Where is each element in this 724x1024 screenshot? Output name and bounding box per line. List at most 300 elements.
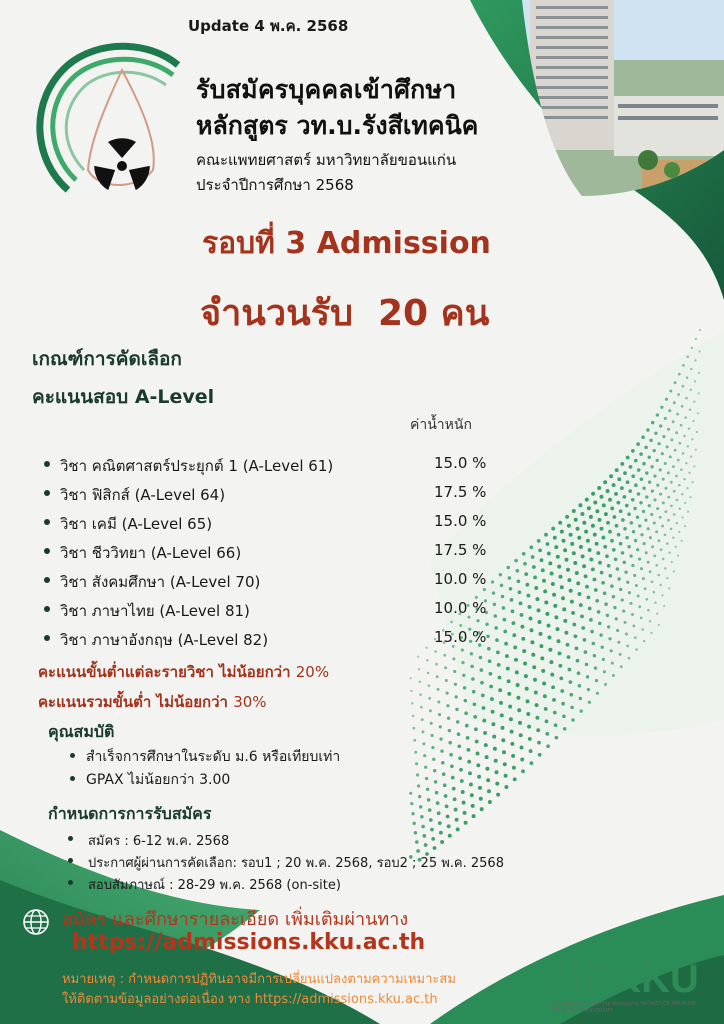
wave-dot bbox=[476, 763, 480, 767]
wave-dot bbox=[556, 555, 560, 559]
wave-dot bbox=[689, 496, 691, 498]
wave-dot bbox=[629, 554, 632, 557]
wave-dot bbox=[472, 814, 476, 818]
wave-dot bbox=[689, 408, 691, 410]
wave-dot bbox=[648, 504, 651, 507]
wave-dot bbox=[448, 741, 452, 745]
wave-dot bbox=[479, 668, 483, 672]
wave-dot bbox=[611, 662, 614, 665]
wave-dot bbox=[606, 614, 609, 617]
wave-dot bbox=[493, 747, 497, 751]
wave-dot bbox=[481, 694, 485, 698]
min-subject-value: 20% bbox=[295, 663, 330, 681]
wave-dot bbox=[490, 697, 494, 701]
wave-dot bbox=[629, 602, 632, 605]
wave-dot bbox=[410, 802, 413, 805]
wave-dot bbox=[417, 784, 420, 787]
subject-name: วิชา ภาษาอังกฤษ (A-Level 82) bbox=[60, 631, 269, 649]
wave-dot bbox=[651, 545, 654, 548]
subject-weight: 10.0 % bbox=[434, 570, 487, 588]
wave-dot bbox=[658, 624, 660, 626]
wave-dot bbox=[692, 420, 694, 422]
wave-dot bbox=[598, 561, 602, 565]
wave-dot bbox=[649, 536, 652, 539]
wave-dot bbox=[433, 769, 436, 772]
wave-dot bbox=[675, 431, 678, 434]
wave-dot bbox=[691, 438, 693, 440]
wave-dot bbox=[664, 533, 667, 536]
qualifications-list bbox=[68, 746, 340, 792]
wave-dot bbox=[546, 744, 550, 748]
wave-dot bbox=[439, 725, 442, 728]
wave-dot bbox=[511, 754, 515, 758]
bullet-icon bbox=[44, 461, 50, 467]
wave-dot bbox=[429, 818, 433, 822]
wave-dot bbox=[606, 521, 610, 525]
wave-dot bbox=[631, 449, 635, 453]
wave-dot bbox=[574, 518, 578, 522]
wave-dot bbox=[522, 649, 526, 653]
subject-list bbox=[40, 454, 520, 657]
wave-dot bbox=[458, 756, 462, 760]
wave-dot bbox=[655, 564, 658, 567]
wave-dot bbox=[673, 570, 675, 572]
wave-dot bbox=[491, 710, 495, 714]
wave-dot bbox=[524, 572, 528, 576]
wave-dot bbox=[438, 821, 442, 825]
bullet-icon bbox=[44, 548, 50, 554]
wave-dot bbox=[487, 789, 491, 793]
wave-dot bbox=[462, 674, 465, 677]
wave-dot bbox=[595, 599, 599, 603]
wave-dot bbox=[602, 658, 605, 661]
wave-dot bbox=[673, 401, 676, 404]
wave-dot bbox=[604, 512, 608, 516]
wave-dot bbox=[501, 726, 505, 730]
wave-dot bbox=[485, 767, 489, 771]
subject-item bbox=[40, 483, 520, 512]
wave-dot bbox=[642, 577, 645, 580]
wave-dot bbox=[640, 533, 643, 536]
wave-dot bbox=[588, 607, 592, 611]
wave-dot bbox=[413, 727, 416, 730]
wave-dot bbox=[670, 481, 673, 484]
wave-dot bbox=[631, 564, 634, 567]
wave-dot bbox=[522, 552, 526, 556]
wave-dot bbox=[537, 539, 541, 543]
wave-dot bbox=[420, 815, 424, 819]
wave-dot bbox=[561, 596, 565, 600]
wave-dot bbox=[681, 405, 684, 408]
wave-dot bbox=[696, 431, 698, 433]
wave-dot bbox=[466, 736, 470, 740]
wave-dot bbox=[631, 613, 634, 616]
wave-dot bbox=[455, 708, 458, 711]
wave-dot bbox=[637, 595, 640, 598]
wave-dot bbox=[439, 737, 442, 740]
wave-dot bbox=[565, 515, 569, 519]
wave-dot bbox=[413, 739, 416, 742]
wave-dot bbox=[603, 670, 606, 673]
wave-dot bbox=[510, 730, 514, 734]
wave-dot bbox=[420, 706, 423, 709]
wave-dot bbox=[571, 718, 574, 721]
wave-dot bbox=[457, 732, 461, 736]
wave-dot bbox=[544, 601, 548, 605]
wave-dot bbox=[643, 640, 645, 642]
wave-dot bbox=[681, 493, 683, 495]
wave-dot bbox=[581, 626, 585, 630]
wave-dot bbox=[592, 642, 596, 646]
wave-dot bbox=[657, 574, 660, 577]
wave-dot bbox=[497, 663, 501, 667]
wave-dot bbox=[678, 484, 681, 487]
wave-dot bbox=[620, 665, 623, 668]
wave-dot bbox=[436, 675, 439, 678]
wave-dot bbox=[422, 742, 425, 745]
wave-dot bbox=[482, 719, 486, 723]
wave-dot bbox=[579, 697, 582, 700]
wave-dot bbox=[644, 446, 648, 450]
wave-dot bbox=[586, 595, 590, 599]
wave-dot bbox=[620, 462, 624, 466]
wave-dot bbox=[473, 715, 477, 719]
wave-dot bbox=[635, 648, 638, 651]
wave-dot bbox=[570, 600, 574, 604]
wave-dot bbox=[437, 811, 441, 815]
wave-dot bbox=[525, 583, 529, 587]
wave-dot bbox=[508, 705, 512, 709]
wave-dot bbox=[455, 818, 459, 822]
subject-item bbox=[40, 628, 520, 657]
wave-dot bbox=[639, 452, 643, 456]
wave-dot bbox=[489, 685, 493, 689]
wave-dot bbox=[587, 688, 590, 691]
subject-name: วิชา ชีววิทยา (A-Level 66) bbox=[60, 544, 242, 562]
wave-dot bbox=[645, 495, 648, 498]
wave-dot bbox=[668, 551, 670, 553]
wave-dot bbox=[534, 586, 538, 590]
quota: จำนวนรับ 20 คน bbox=[200, 293, 490, 334]
wave-dot bbox=[615, 617, 618, 620]
subject-weight: 15.0 % bbox=[434, 512, 487, 530]
wave-dot bbox=[684, 416, 687, 419]
wave-dot bbox=[427, 672, 430, 675]
qualification-text: GPAX ไม่น้อยกว่า 3.00 bbox=[86, 772, 231, 788]
wave-dot bbox=[680, 468, 683, 471]
wave-dot bbox=[651, 421, 654, 424]
wave-dot bbox=[543, 589, 547, 593]
wave-dot bbox=[544, 707, 548, 711]
wave-dot bbox=[687, 511, 689, 513]
wave-dot bbox=[515, 670, 519, 674]
wave-dot bbox=[446, 692, 449, 695]
wave-dot bbox=[520, 625, 524, 629]
wave-dot bbox=[496, 793, 500, 797]
wave-dot bbox=[649, 439, 652, 442]
wave-dot bbox=[647, 609, 650, 612]
wave-dot bbox=[536, 728, 540, 732]
wave-dot bbox=[622, 610, 625, 613]
wave-dot bbox=[579, 545, 583, 549]
wave-dot bbox=[443, 783, 447, 787]
wave-dot bbox=[564, 631, 568, 635]
wave-dot bbox=[527, 725, 531, 729]
schedule-item bbox=[66, 852, 504, 874]
admissions-link[interactable]: https://admissions.kku.ac.th bbox=[72, 930, 426, 955]
wave-dot bbox=[698, 372, 700, 374]
wave-dot bbox=[612, 548, 616, 552]
wave-dot bbox=[610, 506, 614, 510]
wave-dot bbox=[566, 568, 570, 572]
subject-item bbox=[40, 599, 520, 628]
wave-dot bbox=[610, 649, 613, 652]
wave-dot bbox=[608, 637, 611, 640]
update-date: Update 4 พ.ค. 2568 bbox=[188, 17, 349, 35]
wave-dot bbox=[668, 409, 671, 412]
wave-dot bbox=[469, 783, 473, 787]
wave-dot bbox=[605, 554, 609, 558]
wave-dot bbox=[436, 801, 440, 805]
wave-dot bbox=[693, 465, 695, 467]
subject-weight: 17.5 % bbox=[434, 541, 487, 559]
wave-dot bbox=[539, 644, 543, 648]
wave-dot bbox=[634, 459, 638, 463]
wave-dot bbox=[632, 530, 635, 533]
wave-dot bbox=[686, 487, 688, 489]
wave-dot bbox=[560, 689, 564, 693]
wave-dot bbox=[572, 623, 576, 627]
wave-dot bbox=[434, 780, 438, 784]
wave-dot bbox=[512, 766, 516, 770]
wave-dot bbox=[635, 584, 638, 587]
wave-dot bbox=[625, 633, 628, 636]
wave-dot bbox=[549, 660, 553, 664]
wave-dot bbox=[678, 531, 680, 533]
wave-dot bbox=[591, 567, 595, 571]
wave-dot bbox=[429, 709, 432, 712]
wave-dot bbox=[653, 554, 656, 557]
wave-dot bbox=[600, 571, 604, 575]
wave-dot bbox=[550, 572, 554, 576]
bullet-icon bbox=[68, 836, 73, 841]
wave-dot bbox=[675, 475, 678, 478]
wave-dot bbox=[552, 593, 556, 597]
wave-dot bbox=[643, 542, 646, 545]
note-line-2: ให้ติดตามข้อมูลอย่างต่อเนื่อง ทาง https://admissions.kku.ac.th bbox=[62, 992, 438, 1007]
wave-dot bbox=[538, 753, 542, 757]
wave-dot bbox=[588, 701, 591, 704]
wave-dot bbox=[624, 621, 627, 624]
wave-dot bbox=[653, 591, 656, 594]
wave-dot bbox=[437, 700, 440, 703]
wave-dot bbox=[671, 561, 673, 563]
wave-dot bbox=[595, 509, 599, 513]
criteria-heading: เกณฑ์การคัดเลือก bbox=[32, 348, 182, 370]
wave-dot bbox=[440, 749, 443, 752]
wave-dot bbox=[699, 329, 701, 331]
wave-dot bbox=[610, 584, 614, 588]
wave-dot bbox=[446, 815, 450, 819]
wave-dot bbox=[690, 368, 692, 370]
wave-dot bbox=[531, 555, 535, 559]
wave-dot bbox=[519, 733, 523, 737]
wave-dot bbox=[419, 693, 422, 696]
wave-dot bbox=[529, 545, 533, 549]
wave-dot bbox=[639, 501, 642, 504]
wave-dot bbox=[425, 777, 428, 780]
wave-dot bbox=[454, 808, 458, 812]
wave-dot bbox=[506, 667, 510, 671]
wave-dot bbox=[563, 619, 567, 623]
wave-dot bbox=[612, 515, 616, 519]
wave-dot bbox=[419, 681, 421, 683]
wave-dot bbox=[582, 521, 586, 525]
wave-dot bbox=[612, 595, 615, 598]
wave-dot bbox=[561, 702, 565, 706]
wave-dot bbox=[575, 571, 579, 575]
wave-dot bbox=[623, 495, 627, 499]
wave-dot bbox=[620, 486, 624, 490]
wave-dot bbox=[409, 792, 412, 795]
wave-dot bbox=[647, 455, 650, 458]
wave-dot bbox=[619, 509, 623, 513]
wave-dot bbox=[539, 632, 543, 636]
wave-dot bbox=[473, 702, 477, 706]
wave-dot bbox=[666, 542, 669, 545]
wave-dot bbox=[656, 507, 659, 510]
wave-dot bbox=[446, 704, 449, 707]
wave-dot bbox=[667, 428, 670, 431]
wave-dot bbox=[650, 465, 653, 468]
min-subject-label: คะแนนขั้นต่ำแต่ละรายวิชา ไม่น้อยกว่า bbox=[38, 663, 291, 681]
wave-dot bbox=[441, 761, 445, 765]
wave-dot bbox=[525, 687, 529, 691]
subject-weight: 17.5 % bbox=[434, 483, 487, 501]
wave-dot bbox=[533, 678, 537, 682]
wave-dot bbox=[601, 536, 605, 540]
wave-dot bbox=[444, 666, 447, 669]
wave-dot bbox=[591, 492, 595, 496]
wave-dot bbox=[695, 449, 697, 451]
wave-dot bbox=[617, 477, 621, 481]
wave-dot bbox=[651, 489, 654, 492]
schedule-text: สมัคร : 6-12 พ.ค. 2568 bbox=[88, 834, 230, 849]
wave-dot bbox=[661, 452, 664, 455]
wave-dot bbox=[568, 668, 572, 672]
wave-dot bbox=[670, 438, 673, 441]
wave-dot bbox=[566, 643, 570, 647]
wave-dot bbox=[654, 601, 656, 603]
wave-dot bbox=[615, 468, 619, 472]
wave-dot bbox=[463, 686, 466, 689]
wave-dot bbox=[694, 380, 696, 382]
wave-dot bbox=[626, 480, 630, 484]
wave-dot bbox=[623, 527, 627, 531]
wave-dot bbox=[634, 483, 638, 487]
wave-dot bbox=[663, 605, 665, 607]
wave-dot bbox=[548, 636, 552, 640]
wave-dot bbox=[495, 770, 499, 774]
wave-dot bbox=[528, 737, 532, 741]
wave-dot bbox=[651, 580, 654, 583]
wave-dot bbox=[602, 503, 606, 507]
wave-dot bbox=[695, 338, 697, 340]
wave-dot bbox=[636, 442, 640, 446]
wave-dot bbox=[694, 359, 696, 361]
bullet-icon bbox=[44, 635, 50, 641]
bullet-icon bbox=[44, 577, 50, 583]
wave-dot bbox=[657, 539, 660, 542]
wave-dot bbox=[689, 389, 691, 391]
wave-dot bbox=[670, 528, 673, 531]
wave-dot bbox=[567, 524, 571, 528]
wave-dot bbox=[598, 622, 602, 626]
score-heading: คะแนนสอบ A-Level bbox=[32, 386, 215, 408]
wave-dot bbox=[672, 420, 675, 423]
wave-dot bbox=[541, 669, 545, 673]
wave-dot bbox=[631, 498, 635, 502]
wave-dot bbox=[569, 589, 573, 593]
wave-dot bbox=[534, 691, 538, 695]
wave-dot bbox=[563, 727, 567, 731]
wave-dot bbox=[445, 679, 448, 682]
wave-dot bbox=[437, 688, 440, 691]
program-emblem bbox=[28, 40, 188, 200]
wave-dot bbox=[540, 656, 544, 660]
wave-dot bbox=[547, 624, 551, 628]
wave-dot bbox=[449, 753, 453, 757]
wave-dot bbox=[589, 618, 593, 622]
apply-text: สมัคร และศึกษารายละเอียด เพิ่มเติมผ่านทาง bbox=[62, 909, 409, 930]
wave-dot bbox=[624, 571, 627, 574]
wave-dot bbox=[650, 632, 652, 634]
wave-dot bbox=[428, 697, 431, 700]
min-total-value: 30% bbox=[233, 693, 267, 711]
wave-dot bbox=[554, 615, 558, 619]
wave-dot bbox=[526, 699, 530, 703]
wave-dot bbox=[656, 612, 658, 614]
subject-name: วิชา สังคมศึกษา (A-Level 70) bbox=[60, 573, 261, 591]
wave-dot bbox=[649, 570, 652, 573]
wave-dot bbox=[619, 542, 623, 546]
wave-dot bbox=[543, 694, 547, 698]
wave-dot bbox=[586, 675, 589, 678]
wave-dot bbox=[586, 539, 590, 543]
wave-dot bbox=[492, 735, 496, 739]
wave-dot bbox=[467, 760, 471, 764]
wave-dot bbox=[559, 575, 563, 579]
wave-dot bbox=[625, 504, 629, 508]
wave-dot bbox=[445, 804, 449, 808]
wave-dot bbox=[529, 761, 533, 765]
wave-dot bbox=[638, 558, 641, 561]
wave-dot bbox=[542, 682, 546, 686]
wave-dot bbox=[629, 465, 633, 469]
wave-dot bbox=[664, 417, 667, 420]
wave-dot bbox=[570, 542, 574, 546]
subject-name: วิชา เคมี (A-Level 65) bbox=[60, 515, 213, 533]
wave-dot bbox=[503, 762, 507, 766]
schedule-text: ประกาศผู้ผ่านการคัดเลือก: รอบ1 ; 20 พ.ค. 2568, รอบ2 ; 25 พ.ค. 2568 bbox=[88, 856, 504, 871]
wave-dot bbox=[516, 696, 520, 700]
wave-dot bbox=[504, 774, 508, 778]
wave-dot bbox=[562, 714, 566, 718]
wave-dot bbox=[603, 545, 607, 549]
subject-name: วิชา คณิตศาสตร์ประยุกต์ 1 (A-Level 61) bbox=[60, 457, 334, 475]
wave-dot bbox=[642, 486, 645, 489]
wave-dot bbox=[581, 554, 585, 558]
